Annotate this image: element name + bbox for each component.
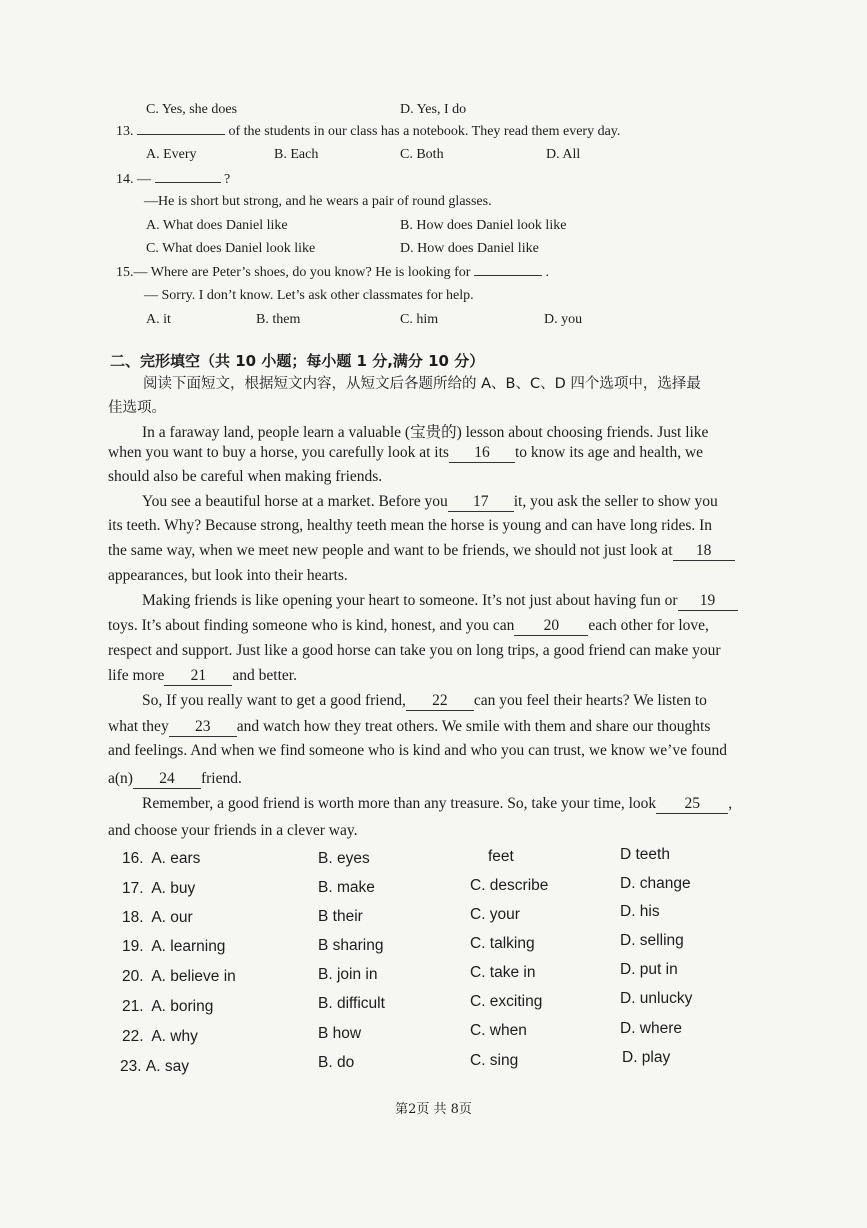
q15-option-b: B. them: [256, 312, 301, 327]
blank-19: 19: [678, 592, 738, 611]
q14-number: 14. —: [116, 172, 151, 187]
passage-line: what they 23 and watch how they treat others. We smile with them and share our thoughts: [108, 718, 711, 735]
option-d: D. where: [620, 1020, 683, 1037]
q13-option-b: B. Each: [274, 147, 319, 162]
option-c: feet: [488, 848, 514, 865]
q13-stem: of the students in our class has a notebook. They read them every day.: [228, 124, 621, 139]
option-c: C. describe: [470, 877, 549, 894]
option-b: B. do: [318, 1054, 355, 1071]
blank-16: 16: [449, 444, 515, 463]
option-b: B how: [318, 1025, 362, 1042]
passage-line: appearances, but look into their hearts.: [108, 567, 348, 584]
q15-period: .: [545, 265, 549, 280]
passage-line: when you want to buy a horse, you carefully look at its 16 to know its age and health, we: [108, 444, 704, 461]
option-d: D. play: [622, 1049, 671, 1066]
option-b: B sharing: [318, 937, 384, 954]
q15-option-c: C. him: [400, 312, 439, 327]
option-row-18: 18. A. our: [122, 909, 193, 926]
blank-25: 25: [656, 795, 728, 814]
option-c: C. take in: [470, 964, 536, 981]
passage-line: life more 21 and better.: [108, 667, 297, 684]
q13-option-d: D. All: [546, 147, 581, 162]
option-row-20: 20. A. believe in: [122, 968, 236, 985]
option-d: D. his: [620, 903, 660, 920]
option-d: D teeth: [620, 846, 670, 863]
section-instructions-line1: 阅读下面短文，根据短文内容，从短文后各题所给的 A、B、C、D 四个选项中，选择最: [143, 376, 701, 392]
option-b: B. join in: [318, 966, 378, 983]
passage-line: So, If you really want to get a good friend, 22 can you feel their hearts? We listen to: [142, 692, 707, 709]
blank-22: 22: [406, 692, 474, 711]
passage-line: respect and support. Just like a good horse can take you on long trips, a good friend can make your: [108, 642, 721, 659]
option-c: C. your: [470, 906, 520, 923]
blank-21: 21: [164, 667, 232, 686]
option-b: B. make: [318, 879, 375, 896]
option-b: B their: [318, 908, 363, 925]
blank-23: 23: [169, 718, 237, 737]
option-row-16: 16. A. ears: [122, 850, 201, 867]
q14-option-c: C. What does Daniel look like: [146, 241, 316, 256]
passage-line: Making friends is like opening your heart to someone. It’s not just about having fun or 19: [142, 592, 738, 611]
q14-question-mark: ?: [224, 172, 231, 187]
passage-line: the same way, when we meet new people and want to be friends, we should not just look at 18: [108, 542, 735, 561]
option-d: D. change: [620, 875, 691, 892]
option-row-21: 21. A. boring: [122, 998, 214, 1015]
blank-17: 17: [448, 493, 514, 512]
question-14: [116, 172, 230, 188]
passage-line: its teeth. Why? Because strong, healthy teeth mean the horse is young and can have long rides. In: [108, 517, 713, 534]
option-row-23: 23. A. say: [120, 1058, 189, 1075]
passage-line: In a faraway land, people learn a valuable (宝贵的) lesson about choosing friends. Just like: [142, 424, 709, 441]
q15-stem: 15.— Where are Peter’s shoes, do you know? He is looking for: [116, 265, 471, 280]
passage-line: You see a beautiful horse at a market. Before you 17 it, you ask the seller to show you: [142, 493, 718, 510]
q13-answer-blank: [137, 134, 225, 135]
option-c: C. talking: [470, 935, 535, 952]
passage-line: a(n) 24 friend.: [108, 770, 242, 787]
section-heading: 二、完形填空（共 10 小题；每小题 1 分,满分 10 分）: [110, 352, 485, 370]
q15-answer-blank: [474, 275, 542, 276]
option-d: D. unlucky: [620, 990, 693, 1007]
q13-number: 13.: [116, 124, 134, 139]
q13-option-a: A. Every: [146, 147, 197, 162]
q12-option-d: D. Yes, I do: [400, 102, 467, 117]
q13-option-c: C. Both: [400, 147, 444, 162]
q12-option-c: C. Yes, she does: [146, 102, 238, 117]
question-13: [116, 124, 620, 140]
q14-reply: —He is short but strong, and he wears a pair of round glasses.: [144, 194, 492, 209]
q15-reply: — Sorry. I don’t know. Let’s ask other classmates for help.: [144, 288, 474, 303]
q14-option-d: D. How does Daniel like: [400, 241, 539, 256]
passage-line: Remember, a good friend is worth more than any treasure. So, take your time, look 25 ,: [142, 795, 733, 812]
question-15: [116, 265, 549, 281]
q15-option-a: A. it: [146, 312, 171, 327]
option-b: B. eyes: [318, 850, 370, 867]
q14-option-b: B. How does Daniel look like: [400, 218, 567, 233]
option-c: C. when: [470, 1022, 527, 1039]
passage-line: and feelings. And when we find someone who is kind and who you can trust, we know we’ve found: [108, 742, 728, 759]
option-row-19: 19. A. learning: [122, 938, 226, 955]
passage-line: and choose your friends in a clever way.: [108, 822, 358, 839]
passage-line: should also be careful when making friends.: [108, 468, 383, 485]
passage-line: toys. It’s about finding someone who is kind, honest, and you can 20 each other for love,: [108, 617, 709, 634]
option-b: B. difficult: [318, 995, 385, 1012]
option-c: C. sing: [470, 1052, 519, 1069]
option-d: D. put in: [620, 961, 678, 978]
blank-18: 18: [673, 542, 735, 561]
page-number-footer: 第2页 共 8页: [395, 1102, 472, 1117]
option-row-17: 17. A. buy: [122, 880, 196, 897]
q15-option-d: D. you: [544, 312, 583, 327]
q14-option-a: A. What does Daniel like: [146, 218, 288, 233]
option-c: C. exciting: [470, 993, 543, 1010]
blank-20: 20: [514, 617, 588, 636]
option-row-22: 22. A. why: [122, 1028, 198, 1045]
section-instructions-line2: 佳选项。: [108, 400, 166, 416]
option-d: D. selling: [620, 932, 684, 949]
q14-answer-blank: [155, 182, 221, 183]
blank-24: 24: [133, 770, 201, 789]
